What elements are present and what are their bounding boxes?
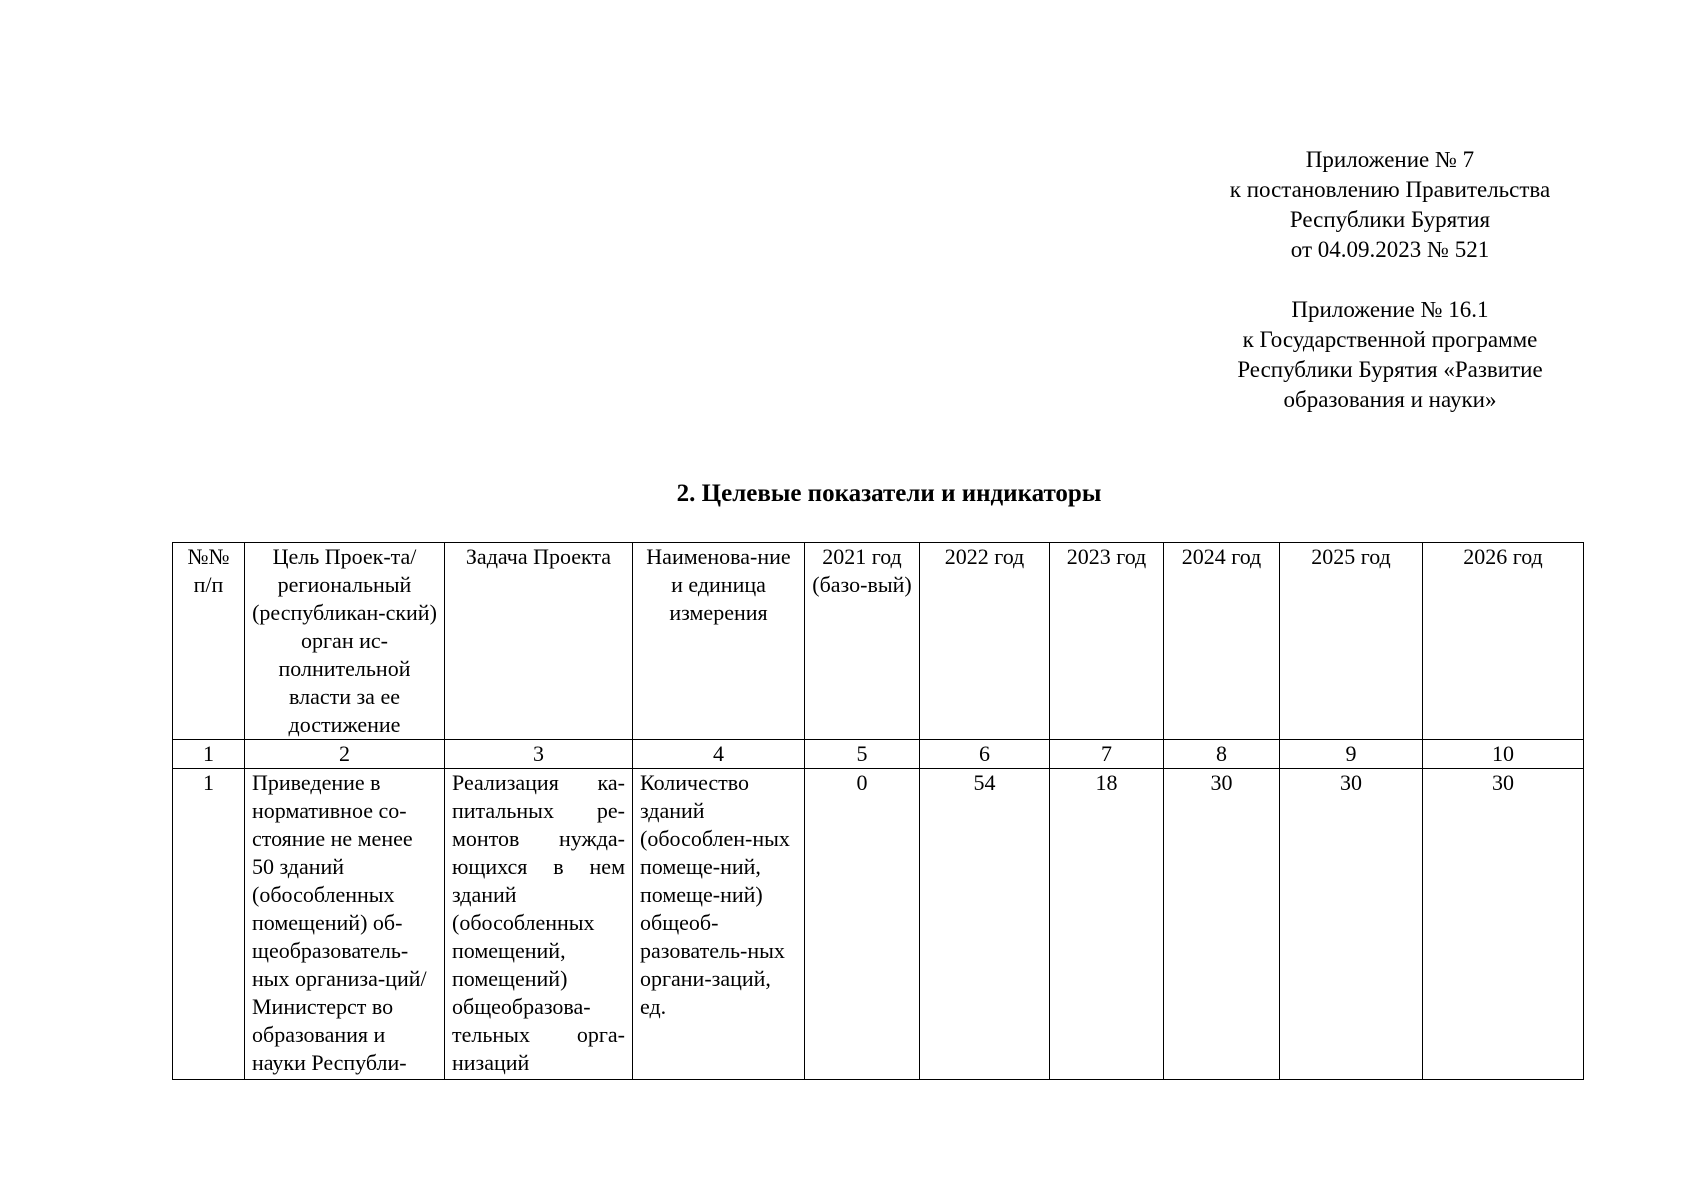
header-cell-task: Задача Проекта (445, 543, 633, 740)
program-appendix-line: к Государственной программе (1242, 327, 1538, 352)
value-2021-cell: 0 (805, 769, 920, 1080)
program-appendix-line: Приложение № 16.1 (1291, 297, 1489, 322)
column-number-cell: 10 (1423, 740, 1584, 769)
section-title: 2. Целевые показатели и индикаторы (676, 480, 1102, 507)
header-cell-2025: 2025 год (1280, 543, 1423, 740)
column-number-cell: 6 (920, 740, 1050, 769)
goal-cell: Приведение в нормативное со-стояние не менее 50 зданий (обособленных помещений) об-щеобразователь-ных организа-ций/Министерст во образования и науки Республи- (245, 769, 445, 1080)
header-cell-2023: 2023 год (1050, 543, 1164, 740)
column-number-cell: 3 (445, 740, 633, 769)
column-number-cell: 4 (633, 740, 805, 769)
value-2022-cell: 54 (920, 769, 1050, 1080)
program-appendix-line: Республики Бурятия «Развитие (1237, 357, 1543, 382)
value-2025-cell: 30 (1280, 769, 1423, 1080)
column-number-cell: 9 (1280, 740, 1423, 769)
column-number-cell: 1 (173, 740, 245, 769)
header-cell-indicator: Наименова-ние и единица измерения (633, 543, 805, 740)
header-cell-goal: Цель Проек-та/региональный (республикан-ский) орган ис-полнительной власти за ее достижение (245, 543, 445, 740)
program-appendix-line: образования и науки» (1283, 387, 1497, 412)
header-cell-2021: 2021 год (базо-вый) (805, 543, 920, 740)
value-2023-cell: 18 (1050, 769, 1164, 1080)
header-cell-2022: 2022 год (920, 543, 1050, 740)
header-cell-number: №№ п/п (173, 543, 245, 740)
column-number-cell: 8 (1164, 740, 1280, 769)
column-number-cell: 7 (1050, 740, 1164, 769)
header-cell-2024: 2024 год (1164, 543, 1280, 740)
table-row (173, 769, 1584, 1080)
header-cell-2026: 2026 год (1423, 543, 1584, 740)
appendix-line: от 04.09.2023 № 521 (1290, 237, 1490, 262)
column-number-row (173, 740, 1584, 769)
value-2026-cell: 30 (1423, 769, 1584, 1080)
appendix-line: к постановлению Правительства (1229, 177, 1551, 202)
indicator-cell: Количество зданий (обособлен-ных помеще-ний, помеще-ний) общеоб-разователь-ных органи-заций, ед. (633, 769, 805, 1080)
appendix-line: Приложение № 7 (1305, 147, 1475, 172)
appendix-line: Республики Бурятия (1289, 207, 1491, 232)
column-number-cell: 2 (245, 740, 445, 769)
table-header-row (173, 543, 1584, 740)
indicators-table (172, 542, 1584, 1080)
program-appendix-reference (1150, 295, 1630, 415)
column-number-cell: 5 (805, 740, 920, 769)
task-cell: Реализация ка-питальных ре-монтов нужда-ющихся в нем зданий (обособленных помещений, помещений) общеобразова-тельных орга-низаций (445, 769, 633, 1080)
row-number-cell: 1 (173, 769, 245, 1080)
appendix-reference (1150, 145, 1630, 265)
value-2024-cell: 30 (1164, 769, 1280, 1080)
